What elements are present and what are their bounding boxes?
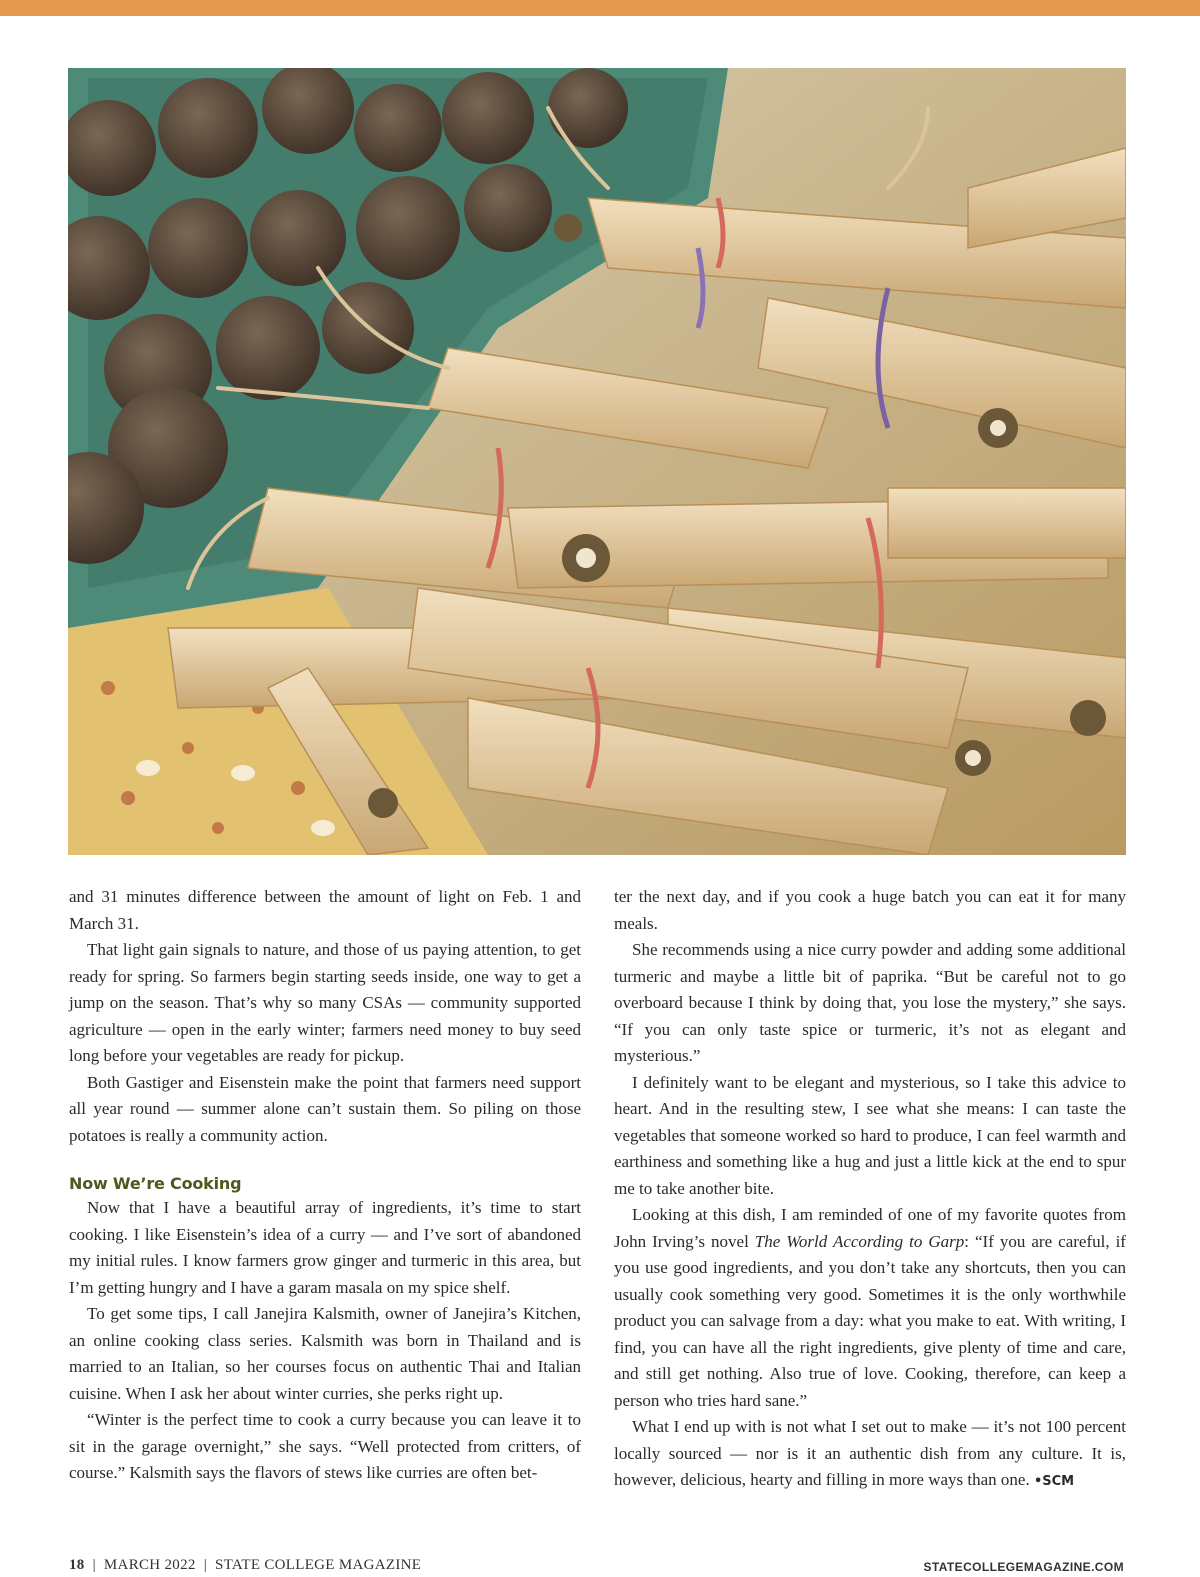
right-paragraph-5 [614,1414,1126,1496]
section-subhead: Now We’re Cooking [69,1174,242,1193]
left-column [69,884,581,1487]
magazine-name: STATE COLLEGE MAGAZINE [215,1557,422,1573]
left-paragraph-1: and 31 minutes difference between the amount of light on Feb. 1 and March 31. [69,887,581,933]
quote-intro: Looking at this dish, I am reminded of one of my favorite quotes from John Irving’s novel [614,1205,1126,1251]
book-title: The World According to Garp [754,1231,965,1251]
issue-date: MARCH 2022 [103,1557,196,1573]
top-accent-bar [0,0,1200,16]
folio [69,1557,421,1574]
closing-text: What I end up with is not what I set out to make — it’s not 100 percent locally sourced — nor is it an authentic dish from any culture. It is, however, delicious, hearty and filling in more ways than one. [614,1417,1126,1489]
parsnips-photo-illustration [68,68,1126,855]
left-paragraph-6: “Winter is the perfect time to cook a curry because you can leave it to sit in the garage overnight,” she says. “Well protected from critters, of course.” Kalsmith says the flavors of stews like curries are often bet- [69,1410,581,1482]
folio-separator-2: | [203,1557,207,1573]
right-paragraph-3: I definitely want to be elegant and mysterious, so I take this advice to heart. And in the resulting stew, I see what she means: I can taste the vegetables that someone worked so hard to produce, I can feel warmth and earthiness and something like a hug and just a little kick at the end to spur me to take another bite. [614,1072,1126,1198]
end-mark: •SCM [1033,1474,1075,1489]
left-paragraph-2: That light gain signals to nature, and those of us paying attention, to get ready for spring. So farmers begin starting seeds inside, one way to get a jump on the season. That’s why so many CSAs — community supported agriculture — open in the early winter; farmers need money to buy seed long before your vegetables are ready for pickup. [69,940,581,1065]
right-paragraph-2: She recommends using a nice curry powder and adding some additional turmeric and maybe a little bit of paprika. “But be careful not to go overboard because I think by doing that, you lose the mystery,” she says. “If you can only taste spice or turmeric, it’s not as elegant and mysterious.” [614,940,1126,1065]
left-paragraph-5: To get some tips, I call Janejira Kalsmith, owner of Janejira’s Kitchen, an online cooking class series. Kalsmith was born in Thailand and is married to an Italian, so her courses focus on authentic Thai and Italian cuisine. When I ask her about winter curries, she perks right up. [69,1304,581,1403]
hero-photo [68,68,1126,855]
right-paragraph-4 [614,1202,1126,1414]
left-paragraph-4: Now that I have a beautiful array of ingredients, it’s time to start cooking. I like Eisenstein’s idea of a curry — and I’ve sort of abandoned my initial rules. I know farmers grow ginger and turmeric in this area, but I’m getting hungry and I have a garam masala on my spice shelf. [69,1198,581,1297]
right-column [614,884,1126,1496]
quote-text: : “If you are careful, if you use good ingredients, and you don’t take any shortcuts, then you can usually cook something very good. Sometimes it is the only worthwhile product you can salvage from a day: what you make to eat. With writing, I find, you can have all the right ingredients, give plenty of time and care, and still get nothing. Also true of love. Cooking, therefore, can keep a person who tries hard sane.” [614,1231,1126,1410]
left-paragraph-3: Both Gastiger and Eisenstein make the point that farmers need support all year round — summer alone can’t sustain them. So piling on those potatoes is really a community action. [69,1072,581,1145]
right-paragraph-1: ter the next day, and if you cook a huge batch you can eat it for many meals. [614,887,1126,933]
page-number: 18 [69,1557,85,1573]
website-url: STATECOLLEGEMAGAZINE.COM [923,1560,1124,1574]
folio-separator: | [92,1557,96,1573]
